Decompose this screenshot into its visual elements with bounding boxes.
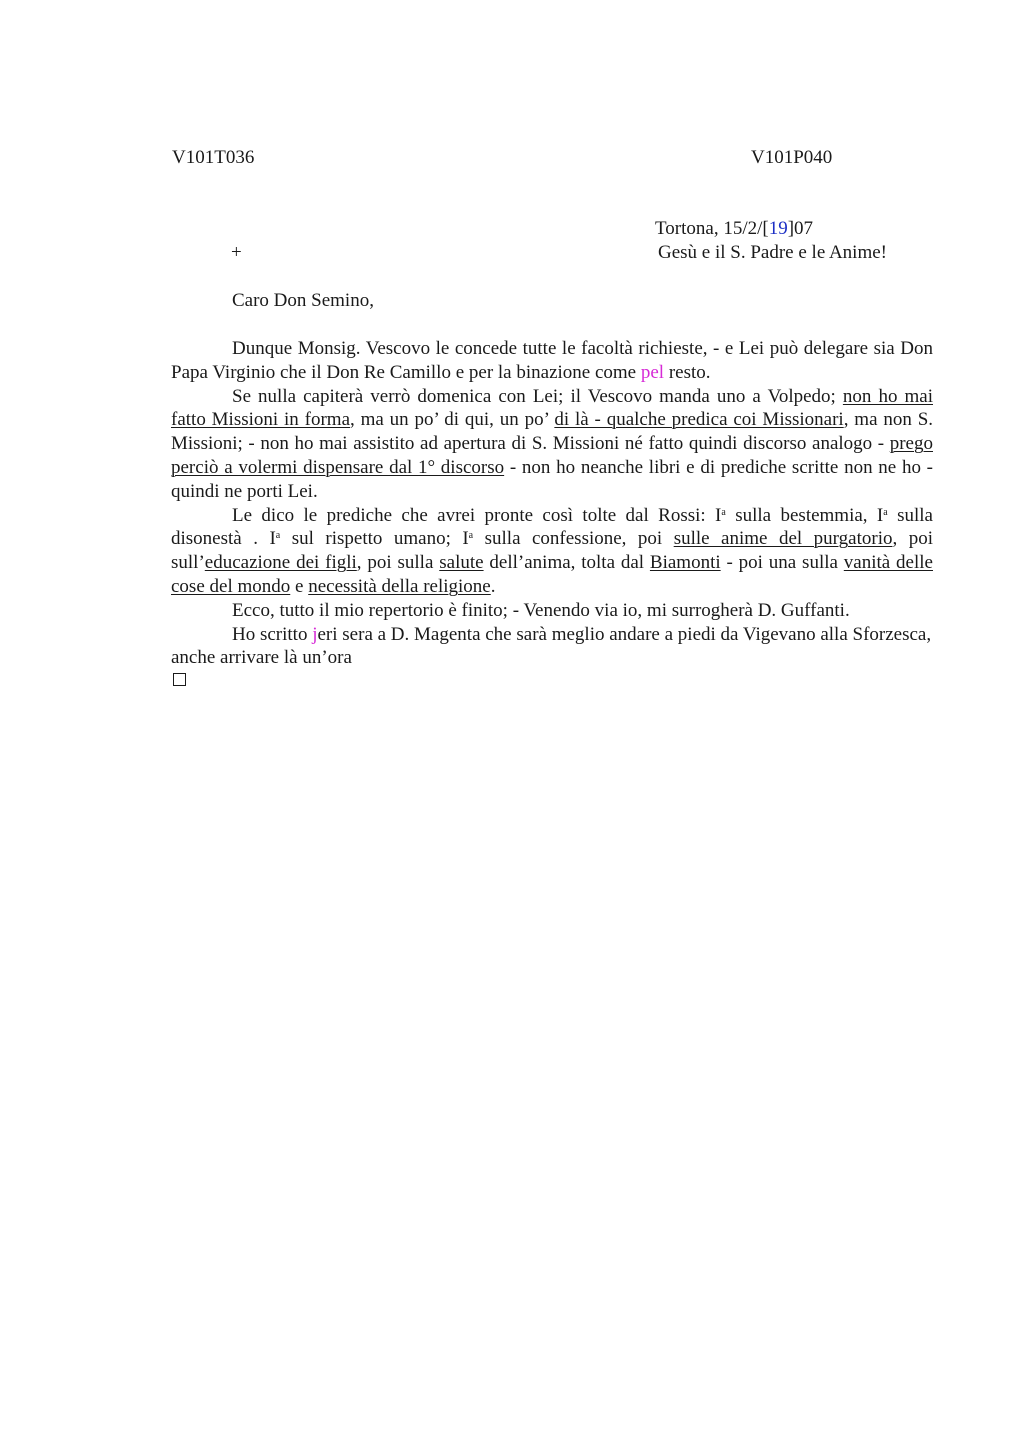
underlined-phrase: sulle anime del purgatorio [673,528,893,550]
text-run: sulla confessione, poi [473,528,674,550]
underlined-phrase: di là - qualche predica coi Missionari [554,409,844,431]
underlined-phrase: salute [439,552,484,574]
paragraph-4: Ecco, tutto il mio repertorio è finito; - Venendo via io, mi surrogherà D. Guffanti. [232,599,850,621]
text-run: dell’anima, tolta dal [483,552,650,574]
text-run: Se nulla capiterà verrò domenica con Lei; il Vescovo manda uno a Volpedo; [232,385,843,407]
text-run: , ma non S. Missioni; - non ho mai assistito ad apertura di S. Missioni né fatto quindi discorso analogo - [171,409,934,455]
ordinal-superscript: a [721,506,726,518]
text-run: sulla disonestà . I [171,504,933,550]
ordinal-superscript: a [468,530,474,542]
underlined-phrase: Biamonti [649,552,721,574]
letter-body [171,337,933,670]
text-run: sulla bestemmia, I [725,504,884,526]
underlined-phrase: non ho mai fatto Missioni in forma [171,385,933,431]
editorial-highlight: pel [640,361,665,383]
text-run: - non ho neanche libri e di prediche scritte non ne ho - quindi ne porti Lei. [171,456,933,502]
place-date-line [655,218,813,240]
text-run: . [490,575,496,597]
underlined-phrase: educazione dei figli [204,552,357,574]
editorial-highlight: j [312,623,318,645]
text-run: , ma un po’ di qui, un po’ [350,409,555,431]
underlined-phrase: vanità delle cose del mondo [171,552,933,597]
cross-symbol: + [231,242,242,263]
underlined-phrase: prego perciò a volermi dispensare dal 1° discorso [171,433,933,478]
date-suffix: ]07 [787,218,814,239]
ordinal-superscript: a [275,530,281,542]
text-run: , poi sulla [356,552,440,574]
text-run: sul rispetto umano; I [280,528,469,550]
text-run: - poi una sulla [720,552,844,574]
empty-square-icon [173,673,186,686]
salutation: Caro Don Semino, [232,290,374,311]
editorial-century-insertion: 19 [768,218,788,239]
paragraph-1 [171,337,933,385]
text-run: , poi sull’ [171,528,934,574]
paragraph-2 [171,385,933,504]
ordinal-superscript: a [883,506,888,518]
text-run: eri sera a D. Magenta che sarà meglio andare a piedi da Vigevano alla Sforzesca, anche arrivare là un’ora [171,623,932,669]
text-run: Le dico le prediche che avrei pronte così tolte dal Rossi: I [232,504,722,526]
underlined-phrase: necessità della religione [308,575,491,597]
motto-line: Gesù e il S. Padre e le Anime! [658,242,888,263]
text-run: e [290,575,309,597]
paragraph-5 [171,623,933,671]
paragraph-3 [171,504,933,599]
document-code-left: V101T036 [172,147,255,168]
text-run: resto. [664,361,711,383]
document-code-right: V101P040 [751,147,833,168]
date-prefix: Tortona, 15/2/[ [655,218,769,239]
text-run: Dunque Monsig. Vescovo le concede tutte le facoltà richieste, - e Lei può delegare sia Don Papa Virginio che il Don Re Camillo e per la binazione come [171,338,933,383]
text-run: Ho scritto [232,623,313,645]
